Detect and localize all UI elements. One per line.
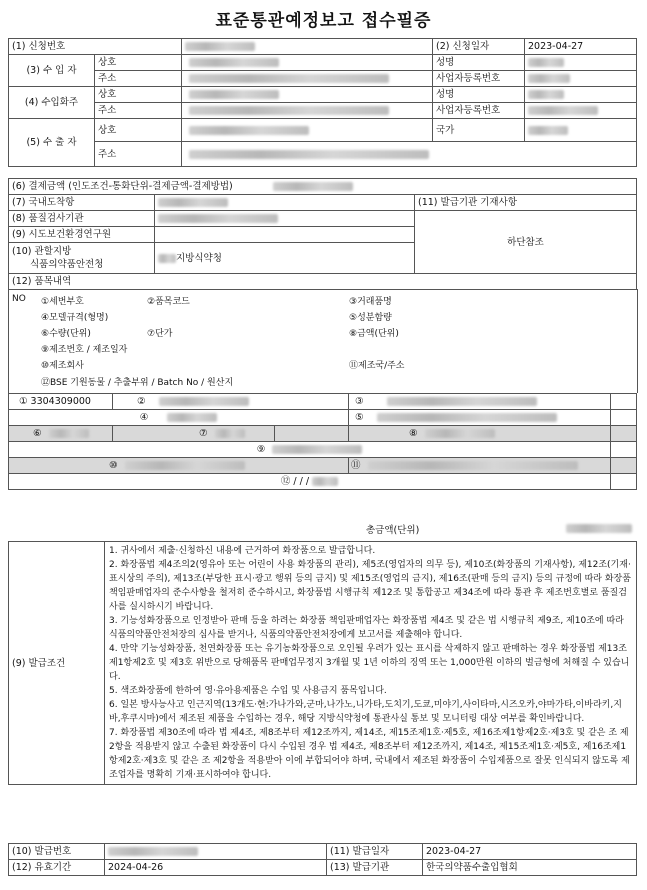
condition-5: 5. 색조화장품에 한하여 영·유아용제품은 수입 및 사용금지 품목입니다. [109, 686, 387, 696]
exporter-country-label: 국가 [433, 119, 525, 142]
issue-no-label: (10) 발급번호 [9, 844, 105, 860]
legend-f12: ⑫BSE 기원동물 / 추출부위 / Batch No / 원산지 [41, 378, 234, 388]
item-c5: ⑤ [349, 410, 611, 426]
customs-table [8, 178, 637, 290]
importer-name-label: 상호 [95, 55, 182, 71]
exporter-name [182, 119, 433, 142]
research-label: (9) 시도보건환경연구원 [9, 227, 155, 243]
total-label: 총금액(단위) [366, 525, 420, 536]
consignee-rep-label: 성명 [433, 87, 525, 103]
item-c9: ⑨ [9, 442, 611, 458]
consignee-biz [525, 103, 637, 119]
item-row-table [8, 393, 637, 490]
item-legend [8, 289, 638, 393]
item-c2: ② [113, 394, 349, 410]
conditions-label: (9) 발급조건 [9, 542, 105, 785]
condition-4: 4. 만약 기능성화장품, 천연화장품 또는 유기농화장품으로 오인될 우려가 있는 표시를 삭제하지 않고 판매하는 경우 화장품법 제13조제1항제2호 및 제3호 위반으로 당해품목 판매업무정지 3개월 및 1년 이하의 징역 또는 1,000만원 이하의 벌금형에 처해질 수 있습니다. [109, 644, 630, 682]
items-label: (12) 품목내역 [9, 274, 637, 290]
req-no-value [182, 39, 433, 55]
condition-2: 2. 화장품법 제4조의2(영유아 또는 어린이 사용 화장품의 관리), 제5조(영업자의 의무 등), 제10조(화장품의 기재사항), 제12조(기재·표시상의 주의), 제13조(부당한 표시·광고 행위 등의 금지) 및 제15조(영업의 금지), 제16조(판매 등의 금지) 등의 규정에 따라 화장품책임판매업자의 준수사항을 철저히 준수하시고, 화장품법 시행규칙 제12조 및 통합공고 제34조에 따라 통관 후 제조번호별로 품질검사를 실시하시기 바랍니다. [109, 560, 631, 612]
valid-label: (12) 유효기간 [9, 860, 105, 876]
consignee-addr [182, 103, 433, 119]
importer-name [182, 55, 433, 71]
consignee-name [182, 87, 433, 103]
exporter-addr-label: 주소 [95, 142, 182, 167]
item-c11: ⑪ [349, 458, 611, 474]
exporter-label: (5) 수 출 자 [9, 119, 95, 167]
issue-date-label: (11) 발급일자 [327, 844, 423, 860]
issuer-label: (13) 발급기관 [327, 860, 423, 876]
condition-1: 1. 귀사에서 제출·신청하신 내용에 근거하여 화장품으로 발급합니다. [109, 546, 376, 556]
exporter-name-label: 상호 [95, 119, 182, 142]
item-hs: ① 3304309000 [9, 394, 113, 410]
legend-f5: ⑤성분함량 [349, 313, 392, 323]
total-value [566, 524, 632, 533]
legend-f8: ⑧금액(단위) [349, 329, 399, 339]
issuer-value: 한국의약품수출입협회 [423, 860, 637, 876]
inspection-value [155, 211, 415, 227]
legend-f11: ⑪제조국/주소 [349, 361, 405, 371]
authority-label-2: 식품의약품안전청 [30, 259, 104, 270]
importer-biz-label: 사업자등록번호 [433, 71, 525, 87]
issue-no-value [105, 844, 327, 860]
authority-label [9, 243, 155, 274]
consignee-biz-label: 사업자등록번호 [433, 103, 525, 119]
applicant-table [8, 38, 637, 167]
importer-rep [525, 55, 637, 71]
valid-value: 2024-04-26 [105, 860, 327, 876]
research-value [155, 227, 415, 243]
item-c12: ⑫ / / / [9, 474, 611, 490]
importer-biz [525, 71, 637, 87]
inspection-label: (8) 품질검사기관 [9, 211, 155, 227]
item-c4: ④ [9, 410, 349, 426]
item-c7: ⑦ [113, 426, 275, 442]
legend-f10: ⑩제조회사 [41, 361, 84, 371]
req-no-label: (1) 신청번호 [9, 39, 182, 55]
legend-f2: ②품목코드 [147, 297, 190, 307]
exporter-addr [182, 142, 637, 167]
legend-f1: ①세번부호 [41, 297, 84, 307]
importer-label: (3) 수 입 자 [9, 55, 95, 87]
exporter-country [525, 119, 637, 142]
payment-label: (6) 결제금액 (인도조건-통화단위-결제금액-결제방법) [12, 181, 233, 192]
authority-label-1: (10) 관할지방 [12, 246, 72, 257]
legend-f3: ③거래품명 [349, 297, 392, 307]
authority-value-text: 지방식약청 [176, 252, 222, 264]
consignee-label: (4) 수입화주 [9, 87, 95, 119]
issue-date-value: 2023-04-27 [423, 844, 637, 860]
conditions-table [8, 541, 637, 785]
importer-addr-label: 주소 [95, 71, 182, 87]
condition-7: 7. 화장품법 제30조에 따라 법 제4조, 제8조부터 제12조까지, 제14조, 제15조제1호·제5호, 제16조제1항제2호·제3호 및 같은 조 제2항을 적용받지 않고 수출된 화장품이 다시 수입된 경우 법 제4조, 제8조부터 제12조까지, 제14조, 제15조제1호·제5호, 제16조제1항제2호·제3호 및 같은 조 제2항을 적용받아 이에 부합되어야 하며, 국내에서 제조된 화장품이 수입제품으로 잘못 인식되지 않도록 제조업자를 명확히 기재·표시하여야 합니다. [109, 728, 630, 780]
consignee-rep [525, 87, 637, 103]
issuer-notes-label: (11) 발급기관 기재사항 [415, 195, 637, 211]
item-c3: ③ [349, 394, 611, 410]
document-title: 표준통관예정보고 접수필증 [215, 11, 432, 31]
footer-table [8, 843, 637, 876]
legend-f7: ⑦단가 [147, 329, 173, 339]
consignee-addr-label: 주소 [95, 103, 182, 119]
consignee-name-label: 상호 [95, 87, 182, 103]
legend-f9: ⑨제조번호 / 제조일자 [41, 345, 128, 355]
payment-row [9, 179, 637, 195]
item-c8: ⑧ [349, 426, 611, 442]
arrival-label: (7) 국내도착항 [9, 195, 155, 211]
importer-rep-label: 성명 [433, 55, 525, 71]
legend-f4: ④모델규격(형명) [41, 313, 109, 323]
condition-6: 6. 일본 방사능사고 인근지역(13개도·현:가나가와,군마,나가노,니가타,도치기,도쿄,미야기,사이타마,시즈오카,야마가타,이바라키,지바,후쿠시마)에서 제조된 제품을 수입하는 경우, 해당 지방식약청에 통관사실 통보 및 모니터링 대상 여부를 확인바랍니다. [109, 700, 622, 724]
item-c6: ⑥ [9, 426, 113, 442]
importer-addr [182, 71, 433, 87]
legend-no: NO [12, 294, 26, 304]
req-date-value: 2023-04-27 [525, 39, 637, 55]
arrival-value [155, 195, 415, 211]
legend-f6: ⑥수량(단위) [41, 329, 91, 339]
condition-3: 3. 기능성화장품으로 인정받아 판매 등을 하려는 화장품 책임판매업자는 화장품법 제4조 및 같은 법 시행규칙 제9조, 제10조에 따라 식품의약품안전처장의 심사를 받거나, 식품의약품안전처장에게 보고서를 제출해야 합니다. [109, 616, 624, 640]
see-below: 하단참조 [415, 211, 637, 274]
req-date-label: (2) 신청일자 [433, 39, 525, 55]
item-c10: ⑩ [9, 458, 349, 474]
conditions-text [105, 542, 637, 785]
authority-value [155, 243, 415, 274]
